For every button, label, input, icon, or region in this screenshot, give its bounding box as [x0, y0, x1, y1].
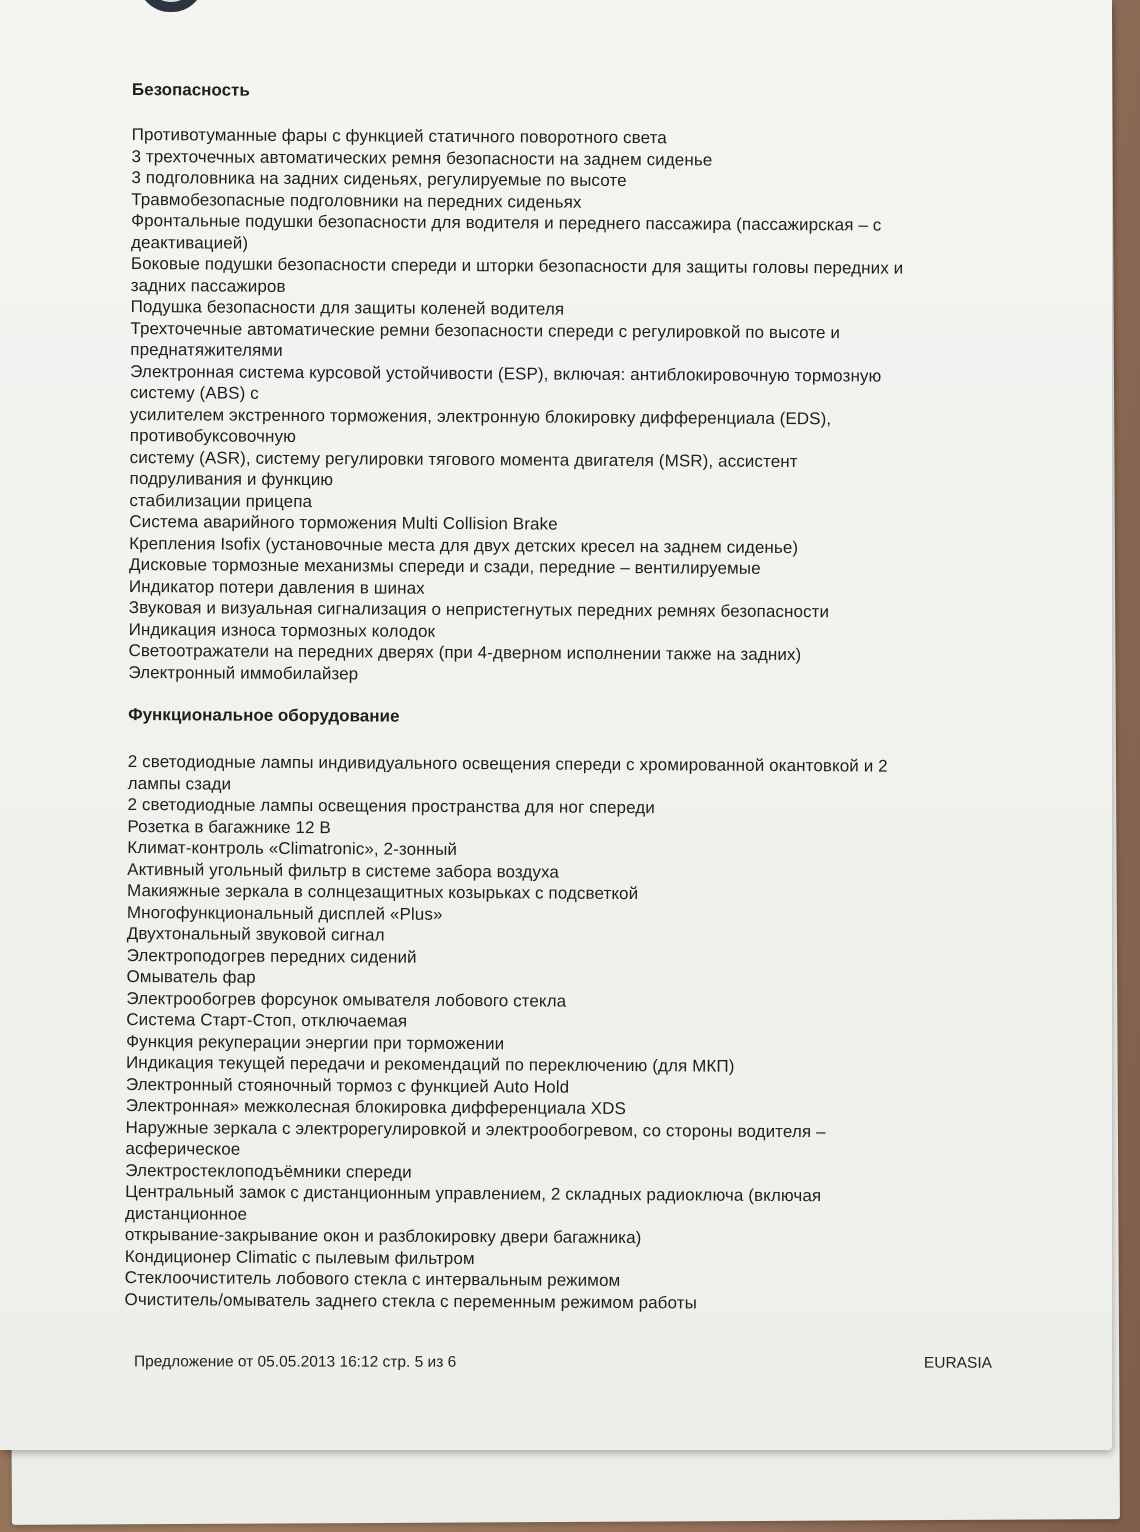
list-item: противобуксовочную [129, 425, 297, 447]
list-item: Звуковая и визуальная сигнализация о непристегнутых передних ремнях безопасности [128, 597, 830, 622]
list-item: Макияжные зеркала в солнцезащитных козырьках с подсветкой [126, 880, 639, 904]
list-item: Светоотражатели на передних дверях (при 4-дверном исполнении также на задних) [128, 640, 802, 665]
list-item: Розетка в багажнике 12 В [127, 816, 331, 837]
list-item: Очиститель/омыватель заднего стекла с переменным режимом работы [124, 1289, 698, 1312]
list-item: Активный угольный фильтр в системе забора воздуха [127, 859, 560, 882]
list-item: Стеклоочиститель лобового стекла с интервальным режимом [124, 1267, 621, 1291]
list-item: 3 подголовника на задних сиденьях, регулируемые по высоте [131, 167, 627, 191]
list-item: Электронный иммобилайзер [128, 662, 359, 683]
list-item: Трехточечные автоматические ремни безопасности спереди с регулировкой по высоте и [130, 318, 841, 342]
list-item: Двухтональный звуковой сигнал [126, 923, 385, 945]
list-item: Центральный замок с дистанционным управлением, 2 складных радиоключа (включая [125, 1181, 822, 1206]
list-item: 2 светодиодные лампы индивидуального освещения спереди с хромированной окантовкой и 2 [127, 751, 888, 776]
list-item: Наружные зеркала с электрорегулировкой и электрообогревом, со стороны водителя – [125, 1117, 826, 1141]
list-item: систему (ASR), систему регулировки тягового момента двигателя (MSR), ассистент [129, 447, 798, 471]
list-item: задних пассажиров [130, 275, 286, 296]
page-footer [134, 1353, 992, 1372]
list-item: Омыватель фар [126, 966, 256, 987]
list-item: дистанционное [125, 1203, 248, 1224]
list-item: усилителем экстренного торможения, электронную блокировку дифференциала (EDS), [129, 404, 832, 428]
footer-offer-info: Предложение от 05.05.2013 16:12 стр. 5 из 6 [133, 1353, 457, 1371]
list-item: Электронная система курсовой устойчивости (ESP), включая: антиблокировочную тормозную [130, 361, 882, 386]
list-item: асферическое [125, 1138, 241, 1159]
list-item: Подушка безопасности для защиты коленей водителя [130, 296, 565, 319]
list-item: 3 трехточечных автоматических ремня безопасности на заднем сиденье [131, 146, 713, 170]
list-item: стабилизации прицепа [129, 490, 313, 511]
list-item: Климат-контроль «Climatronic», 2-зонный [127, 837, 458, 859]
list-item: Фронтальные подушки безопасности для водителя и переднего пассажира (пассажирская – с [131, 210, 882, 235]
list-item: Крепления Isofix (установочные места для двух детских кресел на заднем сиденье) [129, 533, 799, 557]
list-item: Кондиционер Climatic с пылевым фильтром [124, 1246, 475, 1268]
list-item: Электростеклоподъёмники спереди [125, 1160, 412, 1182]
list-item: подруливания и функцию [129, 468, 334, 490]
list-item: Индикация текущей передачи и рекомендаций по переключению (для МКП) [125, 1052, 735, 1076]
list-item: Система Старт-Стоп, отключаемая [126, 1009, 408, 1031]
section-heading-functional-equipment: Функциональное оборудование [128, 704, 400, 726]
list-item: Функция рекуперации энергии при торможении [126, 1031, 505, 1053]
list-item: Индикатор потери давления в шинах [128, 576, 425, 598]
logo-icon [138, 0, 204, 12]
list-item: деактивацией) [130, 232, 249, 253]
list-item: Травмобезопасные подголовники на передних сиденьях [131, 189, 582, 212]
list-item: Система аварийного торможения Multi Collision Brake [129, 511, 558, 534]
list-item: Электронная» межколесная блокировка дифференциала XDS [125, 1095, 627, 1119]
list-item: Противотуманные фары с функцией статичного поворотного света [131, 124, 667, 148]
list-item: Электрообогрев форсунок омывателя лобового стекла [126, 988, 567, 1011]
list-item: Дисковые тормозные механизмы спереди и сзади, передние – вентилируемые [128, 554, 761, 578]
safety-item-list [128, 124, 981, 688]
list-item: открывание-закрывание окон и разблокировку двери багажника) [124, 1224, 642, 1248]
list-item: Индикация износа тормозных колодок [128, 619, 436, 641]
list-item: преднатяжителями [130, 339, 283, 360]
functional-equipment-item-list [124, 751, 977, 1315]
list-item: систему (ABS) с [130, 382, 259, 403]
list-item: Электронный стояночный тормоз с функцией Auto Hold [125, 1074, 570, 1097]
list-item: 2 светодиодные лампы освещения пространства для ног спереди [127, 794, 655, 818]
list-item: лампы сзади [127, 773, 232, 794]
list-item: Боковые подушки безопасности спереди и шторки безопасности для защиты головы передних и [130, 253, 904, 278]
list-item: Многофункциональный дисплей «Plus» [126, 902, 443, 924]
document-content [124, 78, 982, 1315]
section-heading-safety: Безопасность [131, 79, 250, 100]
footer-company-name: EURASIA [923, 1354, 993, 1372]
list-item: Электроподогрев передних сидений [126, 945, 417, 967]
